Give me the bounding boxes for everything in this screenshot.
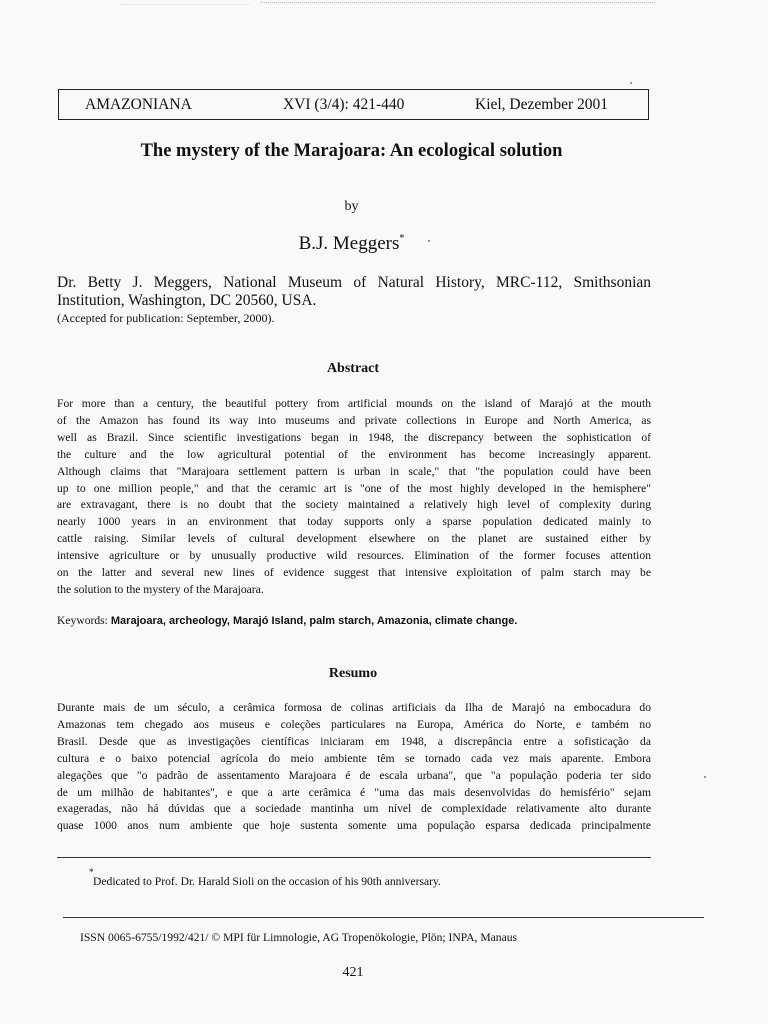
- abstract-line: For more than a century, the beautiful pottery from artificial mounds on the island of Marajó at the mouth: [57, 397, 651, 410]
- author-footnote-mark: *: [399, 233, 405, 244]
- byline: by: [344, 199, 359, 214]
- resumo-line: Brasil. Desde que as investigações científicas iniciaram em 1948, a discrepância entre a sofisticação da: [57, 734, 651, 748]
- resumo-line: de um milhão de habitantes", e que a arte cerâmica é "uma das mais desenvolvidas do hemisfério" sejam: [57, 785, 651, 799]
- volume-pages: XVI (3/4): 421-440: [283, 96, 405, 113]
- resumo-line: Amazonas tem chegado aos museus e coleções particulares na Europa, América do Norte, e também no: [57, 717, 651, 731]
- affiliation-line: Institution, Washington, DC 20560, USA.: [57, 292, 317, 309]
- resumo-line: Durante mais de um século, a cerâmica formosa de colinas artificiais da Ilha de Marajó na embocadura do: [57, 701, 651, 714]
- keywords-terms: Marajoara, archeology, Marajó Island, palm starch, Amazonia, climate change.: [110, 615, 518, 627]
- abstract-line: the culture and the low agricultural potential of the environment has become increasingly apparent.: [57, 447, 651, 461]
- resumo-line: cultura e o baixo potencial agrícola do meio ambiente têm se tornado cada vez mais aparente. Embora: [57, 751, 651, 765]
- journal-name: AMAZONIANA: [85, 96, 192, 113]
- footnote: [89, 867, 441, 888]
- abstract-line: Although claims that "Marajoara settlement pattern is urban in scale," that "the population could have been: [57, 464, 651, 478]
- resumo-line: exageradas, não há dúvidas que a sociedade mantinha um nível de complexidade relativamente alto durante: [57, 802, 651, 816]
- abstract-line: the solution to the mystery of the Marajoara.: [57, 582, 264, 596]
- resumo-line: alegações que "o padrão de assentamento Marajoara é de escala urbana", que "a população poderia ter sido: [57, 768, 651, 782]
- page-number: 421: [342, 965, 364, 980]
- footnote-text: Dedicated to Prof. Dr. Harald Sioli on the occasion of his 90th anniversary.: [93, 875, 441, 888]
- scan-artifact: [120, 4, 250, 5]
- keywords: [57, 614, 517, 627]
- abstract-body: [57, 396, 651, 599]
- abstract-heading: Abstract: [326, 361, 380, 376]
- affiliation-line: Dr. Betty J. Meggers, National Museum of Natural History, MRC-112, Smithsonian: [57, 274, 651, 291]
- author-name: [0, 233, 703, 255]
- abstract-line: are extravagant, there is no doubt that the society maintained a relatively high level of complexity during: [57, 498, 651, 512]
- abstract-line: up to one million people," and that the ceramic art is "one of the most highly developed in the hemisphere": [57, 481, 651, 495]
- author-name-text: B.J. Meggers: [298, 233, 400, 254]
- abstract-line: cattle raising. Similar levels of cultural development elsewhere on the planet are sustained either by: [57, 532, 651, 546]
- paper-title: The mystery of the Marajoara: An ecological solution: [140, 141, 563, 161]
- resumo-line: quase 1000 anos num ambiente que hoje sustenta somente uma população esparsa dedicada principalmente: [57, 819, 651, 833]
- resumo-heading: Resumo: [328, 666, 378, 681]
- keywords-label: Keywords:: [57, 614, 108, 627]
- abstract-line: intensive agriculture or by unusually productive wild resources. Elimination of the former focuses attention: [57, 549, 651, 563]
- abstract-line: nearly 1000 years in an environment that today supports only a sparse population dedicated mainly to: [57, 515, 651, 529]
- scan-speck: [428, 240, 430, 242]
- affiliation: [57, 274, 651, 310]
- place-date: Kiel, Dezember 2001: [475, 96, 608, 113]
- footnote-mark: *: [89, 867, 94, 877]
- scan-speck: [630, 82, 632, 84]
- scan-speck: [704, 776, 706, 778]
- resumo-body: [57, 700, 651, 835]
- abstract-line: well as Brazil. Since scientific investigations began in 1948, the discrepancy between the sophistication of: [57, 430, 651, 444]
- abstract-line: on the latter and several new lines of evidence suggest that intensive exploitation of palm starch may be: [57, 566, 651, 580]
- issn-line: ISSN 0065-6755/1992/421/ © MPI für Limnologie, AG Tropenökologie, Plön; INPA, Manaus: [80, 931, 518, 944]
- accepted-date: (Accepted for publication: September, 2000).: [57, 311, 275, 325]
- footnote-divider: [57, 857, 651, 858]
- abstract-line: of the Amazon has found its way into museums and private collections in Europe and North America, as: [57, 413, 651, 427]
- journal-header-box: [58, 89, 649, 120]
- scan-artifact: [260, 2, 655, 3]
- footer-divider: [63, 917, 704, 918]
